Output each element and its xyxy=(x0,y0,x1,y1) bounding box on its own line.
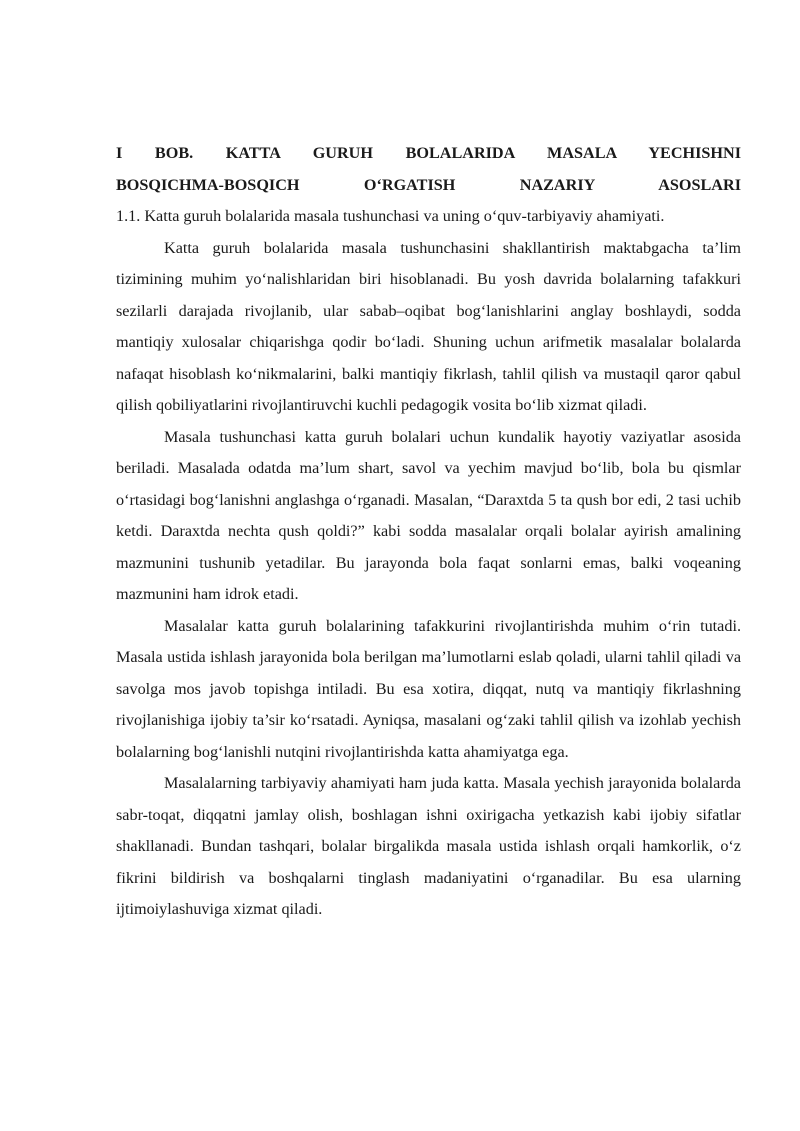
section-heading: 1.1. Katta guruh bolalarida masala tushunchasi va uning o‘quv-tarbiyaviy ahamiyati. xyxy=(116,207,665,225)
paragraph-3: Masalalar katta guruh bolalarining tafakkurini rivojlantirishda muhim o‘rin tutadi. Masala ustida ishlash jarayonida bola berilgan ma’lumotlarni eslab qoladi, ularni tahlil qiladi va savolga mos javob topishga intiladi. Bu esa xotira, diqqat, nutq va mantiqiy fikrlashning rivojlanishiga ijobiy ta’sir ko‘rsatadi. Ayniqsa, masalani og‘zaki tahlil qilish va izohlab yechish bolalarning bog‘lanishli nutqini rivojlantirishda katta ahamiyatga ega. xyxy=(116,616,741,761)
chapter-heading-line-1: I BOB. KATTA GURUH BOLALARIDA MASALA YECHISHNI xyxy=(116,144,741,162)
page-content xyxy=(116,138,741,926)
paragraph-4: Masalalarning tarbiyaviy ahamiyati ham juda katta. Masala yechish jarayonida bolalarda sabr-toqat, diqqatni jamlay olish, boshlagan ishni oxirigacha yetkazish kabi ijobiy sifatlar shakllanadi. Bundan tashqari, bolalar birgalikda masala ustida ishlash orqali hamkorlik, o‘z fikrini bildirish va boshqalarni tinglash madaniyatini o‘rganadilar. Bu esa ularning ijtimoiylashuviga xizmat qiladi. xyxy=(116,774,741,918)
paragraph-1: Katta guruh bolalarida masala tushunchasini shakllantirish maktabgacha ta’lim tizimining muhim yo‘nalishlaridan biri hisoblanadi. Bu yosh davrida bolalarning tafakkuri sezilarli darajada rivojlanib, ular sabab–oqibat bog‘lanishlarini anglay boshlaydi, sodda mantiqiy xulosalar chiqarishga qodir bo‘ladi. Shuning uchun arifmetik masalalar bolalarda nafaqat hisoblash ko‘nikmalarini, balki mantiqiy fikrlash, tahlil qilish va mustaqil qaror qabul qilish qobiliyatlarini rivojlantiruvchi kuchli pedagogik vosita bo‘lib xizmat qiladi. xyxy=(116,238,741,414)
paragraph-2: Masala tushunchasi katta guruh bolalari uchun kundalik hayotiy vaziyatlar asosida beriladi. Masalada odatda ma’lum shart, savol va yechim mavjud bo‘lib, bola bu qismlar o‘rtasidagi bog‘lanishni anglashga o‘rganadi. Masalan, “Daraxtda 5 ta qush bor edi, 2 tasi uchib ketdi. Daraxtda nechta qush qoldi?” kabi sodda masalalar orqali bolalar ayirish amalining mazmunini tushunib yetadilar. Bu jarayonda bola faqat sonlarni emas, balki voqeaning mazmunini ham idrok etadi. xyxy=(116,427,741,603)
chapter-heading-line-2: BOSQICHMA-BOSQICH O‘RGATISH NAZARIY ASOSLARI xyxy=(116,175,741,194)
